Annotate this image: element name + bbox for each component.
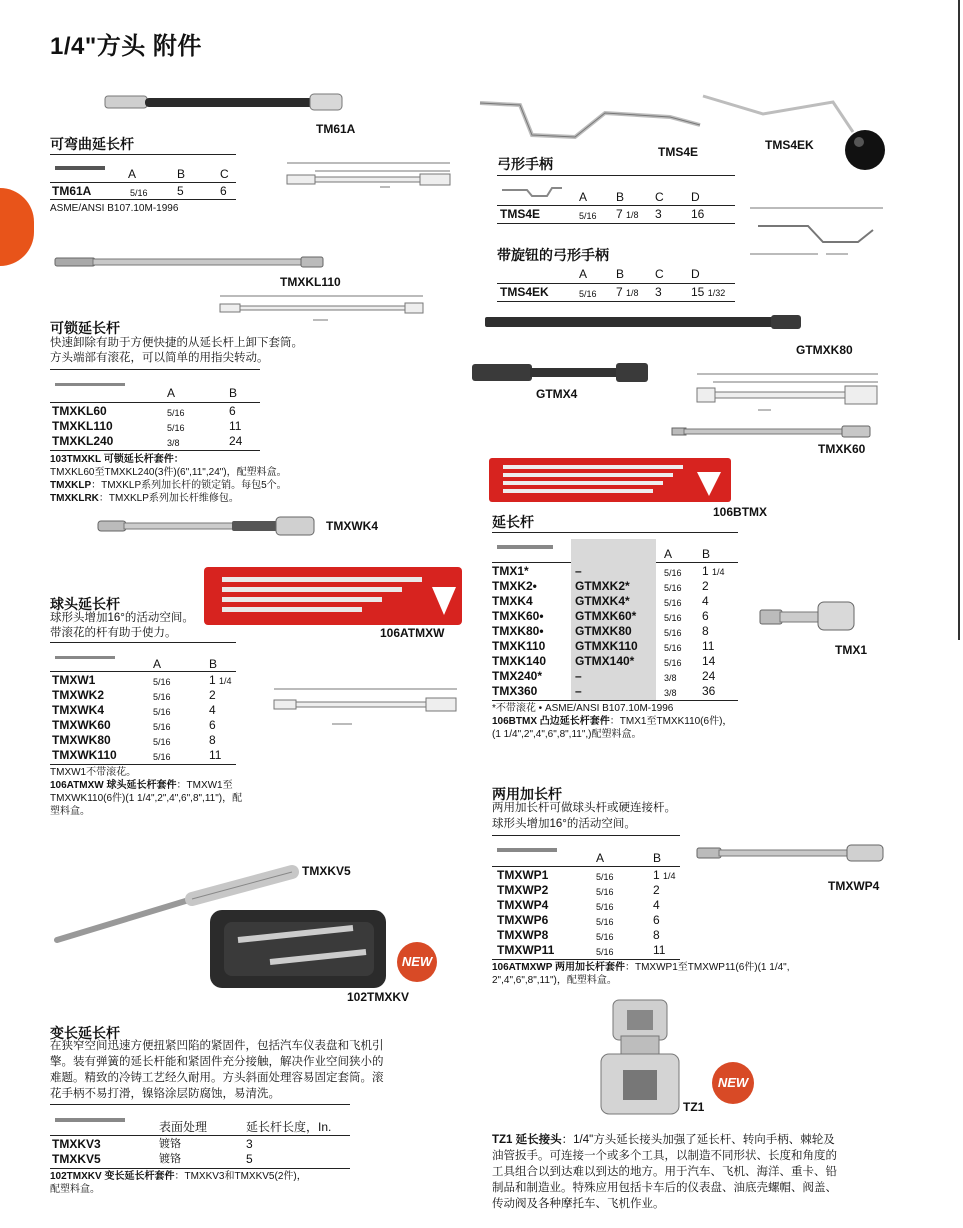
kit-title: 变长延长杆套件 [101, 1171, 175, 1182]
kit-code: 103TMXKL [50, 454, 101, 465]
table-row-b: 11 [209, 748, 222, 762]
tmxw-kit-line-1 [50, 779, 233, 792]
table-row-gtmx: GTMXK4* [575, 594, 630, 608]
tmxkv5-photo-label: TMXKV5 [302, 864, 351, 878]
tmxkl-thumb-icon [55, 381, 125, 387]
tmxkl-col-a: A [167, 386, 176, 400]
table-row-b: 4 [209, 703, 216, 717]
tmxkl-col-b: B [229, 386, 238, 400]
tmxw-kit-line-2: TMXWK110(6件)(1 1/4",2",4",6",8",11")，配 [50, 793, 243, 804]
tz1-desc-5: 传动阀及各种摩托车、飞机作业。 [492, 1198, 665, 1210]
tmxw-heading: 球头延长杆 [50, 596, 120, 612]
table-row-a: 5/16 [596, 887, 614, 897]
tmxkv-heading: 变长延长杆 [50, 1025, 120, 1041]
table-row-b: 8 [702, 624, 709, 638]
kit-title: 球头延长杆套件 [103, 780, 177, 791]
divider [492, 700, 738, 701]
gtmxk80-photo [485, 313, 803, 331]
kit-text: ：TMXWP1至TMXWP11(6件)(1 1/4", [624, 962, 790, 973]
table-row-part: TMXKL60 [52, 404, 107, 418]
tms4ek-part: TMS4EK [500, 285, 549, 299]
lrk-code: TMXKLRK [50, 493, 99, 504]
table-row-part: TMXWK4 [52, 703, 104, 717]
table-row-a: 3/8 [167, 438, 180, 448]
tmxkl-kit-title [50, 453, 184, 466]
tms4e-thumb-icon [502, 184, 562, 198]
divider [492, 835, 680, 836]
tmxkv-desc-4: 花手柄不易打滑，镍铬涂层防腐蚀，易清洗。 [50, 1088, 280, 1100]
divider [50, 450, 260, 451]
table-row-finish: 镀铬 [159, 1153, 181, 1165]
table-row-b: 14 [702, 654, 716, 668]
flexible-extension-photo [105, 90, 345, 116]
tmx-col-a: A [664, 547, 673, 561]
table-row-a: 5/16 [153, 752, 171, 762]
tmxk60-photo [672, 424, 872, 438]
divider [492, 959, 680, 960]
table-row-b: 6 [209, 718, 216, 732]
tmxwp4-photo [697, 842, 887, 864]
kit-title: 可锁延长杆套件： [100, 454, 184, 465]
tm61a-b: 5 [177, 184, 184, 198]
tmxkl-clp-note [50, 479, 287, 492]
tmxwk4-photo-label: TMXWK4 [326, 519, 378, 533]
tms4ek-col-c: C [655, 267, 664, 281]
table-row-a: 5/16 [167, 408, 185, 418]
table-row-b: 4 [702, 594, 709, 608]
tmx1-photo [758, 598, 858, 634]
tmxkv-desc-1: 在狭窄空间迅速方便扭紧凹陷的紧固件，包括汽车仪表盘和飞机引 [50, 1040, 384, 1052]
table-row-gtmx: GTMXK2* [575, 579, 630, 593]
table-row-part: TMXK4 [492, 594, 533, 608]
tmxwp-desc-1: 两用加长杆可做球头杆或硬连接杆。 [492, 802, 676, 814]
tms4ek-heading: 带旋钮的弓形手柄 [497, 247, 609, 263]
value: 1 [209, 673, 216, 687]
tmxwp-col-a: A [596, 851, 605, 865]
kit-text: ：TMXKV3和TMXKV5(2件)， [174, 1171, 307, 1182]
value: 1 [702, 564, 709, 578]
table-row-part: TMXKL110 [52, 419, 113, 433]
tm61a-c: 6 [220, 184, 227, 198]
value: 1 [653, 868, 660, 882]
table-row-a: 5/16 [153, 737, 171, 747]
table-row-part: TMXWP1 [497, 868, 549, 882]
table-row-b: 6 [229, 404, 236, 418]
tz1-title: 延长接头 [512, 1134, 562, 1146]
tmxkv-col-finish: 表面处理 [159, 1120, 208, 1134]
divider [497, 175, 735, 176]
table-row-b: 8 [209, 733, 216, 747]
divider [50, 369, 260, 370]
table-row-a: 5/16 [664, 643, 682, 653]
tm61a-col-a: A [128, 167, 137, 181]
tmx-col-b: B [702, 547, 711, 561]
tm61a-a: 5/16 [130, 188, 148, 198]
table-row-b: 6 [653, 913, 660, 927]
kit-title: 凸边延长杆套件 [537, 716, 610, 727]
table-row-a: 3/8 [664, 673, 677, 683]
tmx-dimension-drawing [693, 368, 883, 418]
tmxw-desc-2: 带滚花的杆有助于使力。 [50, 627, 177, 639]
tmxkl-heading: 可锁延长杆 [50, 320, 120, 336]
tms4e-d: 16 [691, 207, 705, 221]
table-row-b: 11 [229, 419, 242, 433]
tmxwp-desc-2: 球形头增加16°的活动空间。 [492, 818, 636, 830]
table-row-b: 6 [702, 609, 709, 623]
tmxw-kit-line-3: 塑料盒。 [50, 806, 90, 817]
table-row-gtmx: GTMXK60* [575, 609, 637, 623]
tmxkv-desc-3: 难题。精致的冷铸工艺经久耐用。方头斜面处理容易固定套筒。滚 [50, 1072, 384, 1084]
tmx-note: *不带滚花 • ASME/ANSI B107.10M-1996 [492, 703, 674, 714]
clp-code: TMXKLP [50, 480, 92, 491]
table-row-part: TMXWK60 [52, 718, 111, 732]
value-fraction: 1/8 [626, 288, 639, 298]
tms4e-photo-label: TMS4E [658, 145, 699, 159]
tmxkl-desc-1: 快速卸除有助于方便快捷的从延长杆上卸下套筒。 [50, 337, 303, 349]
tmxkl-dimension-drawing [218, 292, 428, 327]
kit-title: 两用加长杆套件 [552, 962, 625, 973]
tmxkl-kit-line: TMXKL60至TMXKL240(3件)(6",11",24")，配塑料盒。 [50, 467, 287, 478]
tms4e-heading: 弓形手柄 [497, 156, 553, 172]
table-row-part: TMXW1 [52, 673, 96, 687]
kit-code: 106ATMXW [50, 780, 104, 791]
tm61a-part: TM61A [52, 184, 92, 198]
speeder-handle-knob-photo [703, 92, 893, 172]
table-row-part: TMXK2• [492, 579, 537, 593]
table-row-a: 3/8 [664, 688, 677, 698]
tm61a-standard-note: ASME/ANSI B107.10M-1996 [50, 203, 179, 214]
divider [492, 532, 738, 533]
table-row-b: 11 [653, 943, 666, 957]
tms4-dimension-drawing [748, 202, 888, 264]
table-row-a: 5/16 [664, 658, 682, 668]
tms4e-col-c: C [655, 190, 664, 204]
table-row-gtmx: GTMX140* [575, 654, 635, 668]
tmxkv-kit-tray-photo [208, 908, 388, 990]
tmx-thumb-icon [497, 543, 553, 551]
divider [497, 301, 735, 302]
table-row-a: 5/16 [153, 677, 171, 687]
table-row-part: TMX1* [492, 564, 529, 578]
table-row-part: TMXWP4 [497, 898, 549, 912]
tmxkv-thumb-icon [55, 1116, 125, 1124]
divider [50, 1135, 350, 1136]
table-row-part: TMXWP2 [497, 883, 549, 897]
table-row-part: TMXWP11 [497, 943, 555, 957]
tmxwp-thumb-icon [497, 846, 557, 854]
divider [50, 154, 236, 155]
value-fraction: 1/4 [663, 871, 676, 881]
tmxwp4-photo-label: TMXWP4 [828, 879, 880, 893]
wobble-extension-photo [98, 512, 318, 540]
tms4e-col-d: D [691, 190, 700, 204]
table-row-gtmx: GTMXK110 [575, 639, 638, 653]
table-row-a: 5/16 [153, 692, 171, 702]
table-row-a: 5/16 [664, 628, 682, 638]
kit-code: 106BTMX [492, 716, 538, 727]
tmxkv-kit-line-1 [50, 1170, 307, 1183]
tz1-text: ：1/4"方头延长接头加强了延长杆、转向手柄、棘轮及 [561, 1134, 835, 1146]
tmx-heading: 延长杆 [492, 514, 534, 530]
tz1-code: TZ1 [492, 1134, 513, 1146]
divider [50, 1168, 350, 1169]
table-row-part: TMXWK110 [52, 748, 117, 762]
tmxkv-col-length: 延长杆长度，In. [246, 1120, 332, 1134]
tms4e-c: 3 [655, 207, 662, 221]
tmxw-col-b: B [209, 657, 218, 671]
table-row-b: 24 [702, 669, 716, 683]
new-badge: NEW [712, 1062, 754, 1104]
tms4e-col-a: A [579, 190, 588, 204]
value-fraction: 1/32 [707, 288, 726, 298]
table-row-a: 5/16 [153, 722, 171, 732]
divider [50, 402, 260, 403]
table-row-part: TMXKV5 [52, 1152, 101, 1166]
lrk-text: ：TMXKLP系列加长杆维修包。 [98, 493, 239, 504]
table-row-b: 8 [653, 928, 660, 942]
section-tab-marker [0, 188, 34, 266]
table-row-part: TMXKL240 [52, 434, 114, 448]
tm61a-photo-label: TM61A [316, 122, 356, 136]
divider [50, 1104, 350, 1105]
tms4ek-col-b: B [616, 267, 625, 281]
tmx-kit-tray-photo [489, 458, 731, 502]
clp-text: ：TMXKLP系列加长杆的锁定销。每包5个。 [91, 480, 287, 491]
table-row-part: TMX240* [492, 669, 543, 683]
table-row-b: 36 [702, 684, 716, 698]
tmxwp-heading: 两用加长杆 [492, 786, 562, 802]
kit-text: ：TMXW1至 [176, 780, 233, 791]
new-badge: NEW [397, 942, 437, 982]
divider [50, 642, 236, 643]
table-row-gtmx: – [575, 684, 582, 698]
tmxwp-col-b: B [653, 851, 662, 865]
table-row-part: TMXWP6 [497, 913, 549, 927]
table-row-gtmx: – [575, 669, 582, 683]
tmxkv-kit-line-2: 配塑料盒。 [50, 1184, 100, 1195]
value: 15 [691, 285, 705, 299]
table-row-part: TMXK80• [492, 624, 544, 638]
speeder-handle-photo [480, 95, 705, 150]
tmxw-desc-1: 球形头增加16°的活动空间。 [50, 612, 194, 624]
tmxkv-kit-photo-label: 102TMXKV [347, 990, 410, 1004]
tmxw-thumb-icon [55, 654, 115, 660]
table-row-a: 5/16 [596, 917, 614, 927]
tmxw-note: TMXW1不带滚花。 [50, 767, 137, 778]
table-row-a: 5/16 [664, 613, 682, 623]
table-row-a: 5/16 [664, 568, 682, 578]
table-row-length: 5 [246, 1152, 253, 1166]
tmxwp-kit-line-1 [492, 961, 789, 974]
table-row-part: TMXK140 [492, 654, 547, 668]
table-row-part: TMXWP8 [497, 928, 549, 942]
table-row-b: 2 [702, 579, 709, 593]
table-row-length: 3 [246, 1137, 253, 1151]
table-row-gtmx: GTMXK80 [575, 624, 632, 638]
table-row-finish: 镀铬 [159, 1138, 181, 1150]
table-row-part: TMXWK80 [52, 733, 111, 747]
divider [497, 205, 735, 206]
gtmx4-photo-label: GTMX4 [536, 387, 578, 401]
tmxk60-photo-label: TMXK60 [818, 442, 866, 456]
tz1-desc-2: 油管扳手。可连接一个或多个工具，以制造不同形状、长度和角度的 [492, 1150, 837, 1162]
tz1-desc-3: 工具组合以到达难以到达的地方。用于汽车、飞机、海洋、重卡、铅 [492, 1166, 837, 1178]
divider [492, 866, 680, 867]
tz1-desc-4: 制品和制造业。特殊应用包括卡车后的仪表盘、油底壳螺帽、阀盖、 [492, 1182, 837, 1194]
table-row-a: 5/16 [596, 872, 614, 882]
tz1-photo-label: TZ1 [683, 1100, 705, 1114]
divider [50, 671, 236, 672]
table-row-a: 5/16 [167, 423, 185, 433]
tm61a-col-c: C [220, 167, 229, 181]
value: 7 [616, 207, 623, 221]
tms4ek-c: 3 [655, 285, 662, 299]
locking-extension-photo [55, 255, 325, 269]
table-row-a: 5/16 [596, 947, 614, 957]
value-fraction: 1/4 [219, 676, 232, 686]
table-row-part: TMXKV3 [52, 1137, 101, 1151]
divider [497, 223, 735, 224]
right-edge-rule [958, 0, 960, 640]
table-row-b: 11 [702, 639, 715, 653]
table-row-part: TMXK110 [492, 639, 546, 653]
divider [50, 764, 236, 765]
table-row-a: 5/16 [153, 707, 171, 717]
tms4ek-photo-label: TMS4EK [765, 138, 814, 152]
tmxw-kit-tray-photo [204, 567, 462, 625]
tmxwp-kit-line-2: 2",4",6",8",11")，配塑料盒。 [492, 975, 617, 986]
tmxw-dimension-drawing [272, 684, 462, 729]
table-row-part: TMX360 [492, 684, 538, 698]
tms4ek-col-d: D [691, 267, 700, 281]
tms4ek-b [616, 285, 639, 302]
table-row-part: TMXWK2 [52, 688, 104, 702]
page-title: 1/4"方头 附件 [50, 33, 202, 60]
tms4ek-col-a: A [579, 267, 588, 281]
divider [50, 182, 236, 183]
table-row-b: 4 [653, 898, 660, 912]
tmxkl-photo-label: TMXKL110 [280, 275, 341, 289]
tz1-desc-1 [492, 1133, 835, 1148]
table-row-a: 5/16 [664, 583, 682, 593]
tmx-kit-line-1 [492, 715, 732, 728]
tms4e-a: 5/16 [579, 211, 597, 221]
tms4ek-d [691, 285, 725, 302]
value: 7 [616, 285, 623, 299]
tmx1-photo-label: TMX1 [835, 643, 868, 657]
table-row-part: TMXK60• [492, 609, 544, 623]
table-row-a: 5/16 [596, 932, 614, 942]
tmxkv-desc-2: 擎。装有弹簧的延长杆能和紧固件充分接触，解决作业空间狭小的 [50, 1056, 384, 1068]
tm61a-col-b: B [177, 167, 186, 181]
table-row-b: 2 [209, 688, 216, 702]
gtmxk80-photo-label: GTMXK80 [796, 343, 853, 357]
tmxkl-desc-2: 方头端部有滚花，可以简单的用指尖转动。 [50, 352, 269, 364]
tm61a-thumb-icon [55, 164, 105, 172]
table-row-b: 24 [229, 434, 243, 448]
kit-code: 102TMXKV [50, 1171, 102, 1182]
table-row-gtmx: – [575, 564, 582, 578]
kit-code: 106ATMXWP [492, 962, 553, 973]
tm61a-heading: 可弯曲延长杆 [50, 136, 134, 152]
tmx-kit-photo-label: 106BTMX [713, 505, 768, 519]
tms4e-b [616, 207, 639, 224]
divider [497, 283, 735, 284]
tmxw-kit-photo-label: 106ATMXW [380, 626, 445, 640]
value-fraction: 1/8 [626, 210, 639, 220]
tms4e-part: TMS4E [500, 207, 541, 221]
tmxkl-lrk-note [50, 492, 239, 505]
tms4e-col-b: B [616, 190, 625, 204]
table-row-b: 2 [653, 883, 660, 897]
divider [50, 199, 236, 200]
gtmx4-photo [470, 360, 650, 386]
tz1-adapter-photo [595, 996, 685, 1122]
value-fraction: 1/4 [712, 567, 725, 577]
tmxw-col-a: A [153, 657, 162, 671]
tms4ek-a: 5/16 [579, 289, 597, 299]
table-row-a: 5/16 [664, 598, 682, 608]
table-row-a: 5/16 [596, 902, 614, 912]
tmx-kit-line-2: (1 1/4",2",4",6",8",11",)配塑料盒。 [492, 729, 642, 740]
tm61a-dimension-drawing [285, 155, 455, 195]
kit-text: ：TMX1至TMXK110(6件)， [609, 716, 733, 727]
